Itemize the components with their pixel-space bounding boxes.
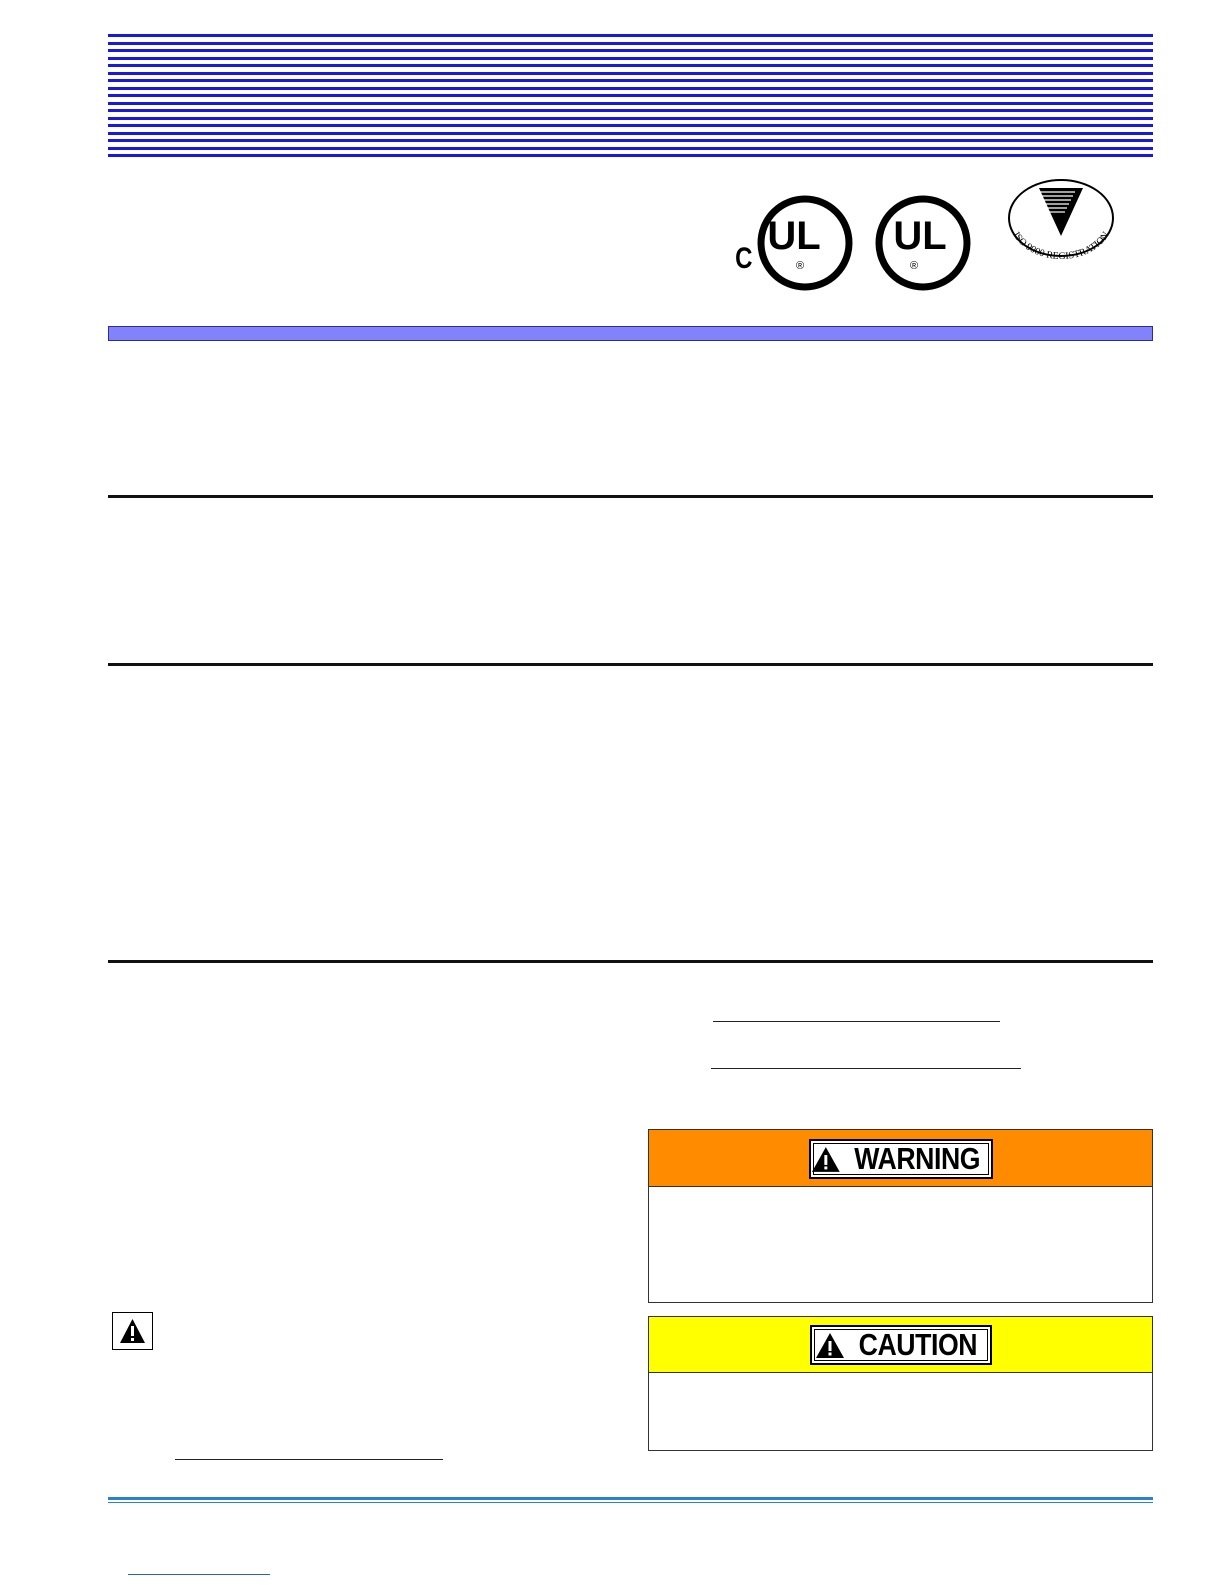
warning-panel <box>648 1129 1153 1303</box>
safety-alert-icon <box>113 1313 152 1349</box>
ul-logo-u: UL <box>893 214 947 258</box>
caution-panel <box>648 1316 1153 1451</box>
warning-header <box>649 1130 1152 1187</box>
header-stripe <box>108 49 1153 52</box>
blank-line <box>175 1459 443 1460</box>
header-stripe <box>108 57 1153 60</box>
header-stripe <box>108 154 1153 157</box>
footer-rule-thin <box>108 1502 1153 1503</box>
caution-header <box>649 1317 1152 1373</box>
header-stripe <box>108 64 1153 67</box>
ul-registered-mark: ® <box>909 260 919 272</box>
cul-registered-mark: ® <box>795 260 805 272</box>
header-stripe <box>108 42 1153 45</box>
title-bar <box>108 326 1153 341</box>
ul-logo <box>874 194 972 292</box>
iso-9000-logo <box>1005 178 1117 270</box>
iso-registration-text: ISO 9000 REGISTRATION <box>1010 229 1112 263</box>
header-stripe <box>108 132 1153 135</box>
blank-line <box>713 1021 1000 1022</box>
header-stripe <box>108 34 1153 37</box>
warning-signal-word <box>809 1139 993 1179</box>
section-rule <box>108 960 1153 963</box>
safety-alert-box <box>112 1312 153 1350</box>
footer-rule <box>108 1497 1153 1500</box>
cul-logo <box>756 194 854 292</box>
caution-label: CAUTION <box>858 1327 977 1362</box>
header-stripe <box>108 147 1153 150</box>
footer-link-underline <box>128 1574 270 1575</box>
header-stripe <box>108 94 1153 97</box>
header-stripe <box>108 124 1153 127</box>
cul-logo-u: UL <box>767 214 821 258</box>
header-stripe <box>108 117 1153 120</box>
header-stripe <box>108 102 1153 105</box>
caution-signal-word <box>810 1325 992 1365</box>
header-stripe <box>108 79 1153 82</box>
blank-line <box>711 1068 1021 1069</box>
c-mark-letter: C <box>735 242 753 272</box>
section-rule <box>108 663 1153 666</box>
header-stripe <box>108 72 1153 75</box>
header-stripe-band <box>108 34 1153 161</box>
section-rule <box>108 495 1153 498</box>
warning-alert-icon <box>811 1146 841 1173</box>
header-stripe <box>108 139 1153 142</box>
caution-alert-icon <box>815 1332 845 1359</box>
header-stripe <box>108 109 1153 112</box>
c-mark <box>735 242 753 272</box>
warning-label: WARNING <box>854 1141 981 1176</box>
header-stripe <box>108 87 1153 90</box>
